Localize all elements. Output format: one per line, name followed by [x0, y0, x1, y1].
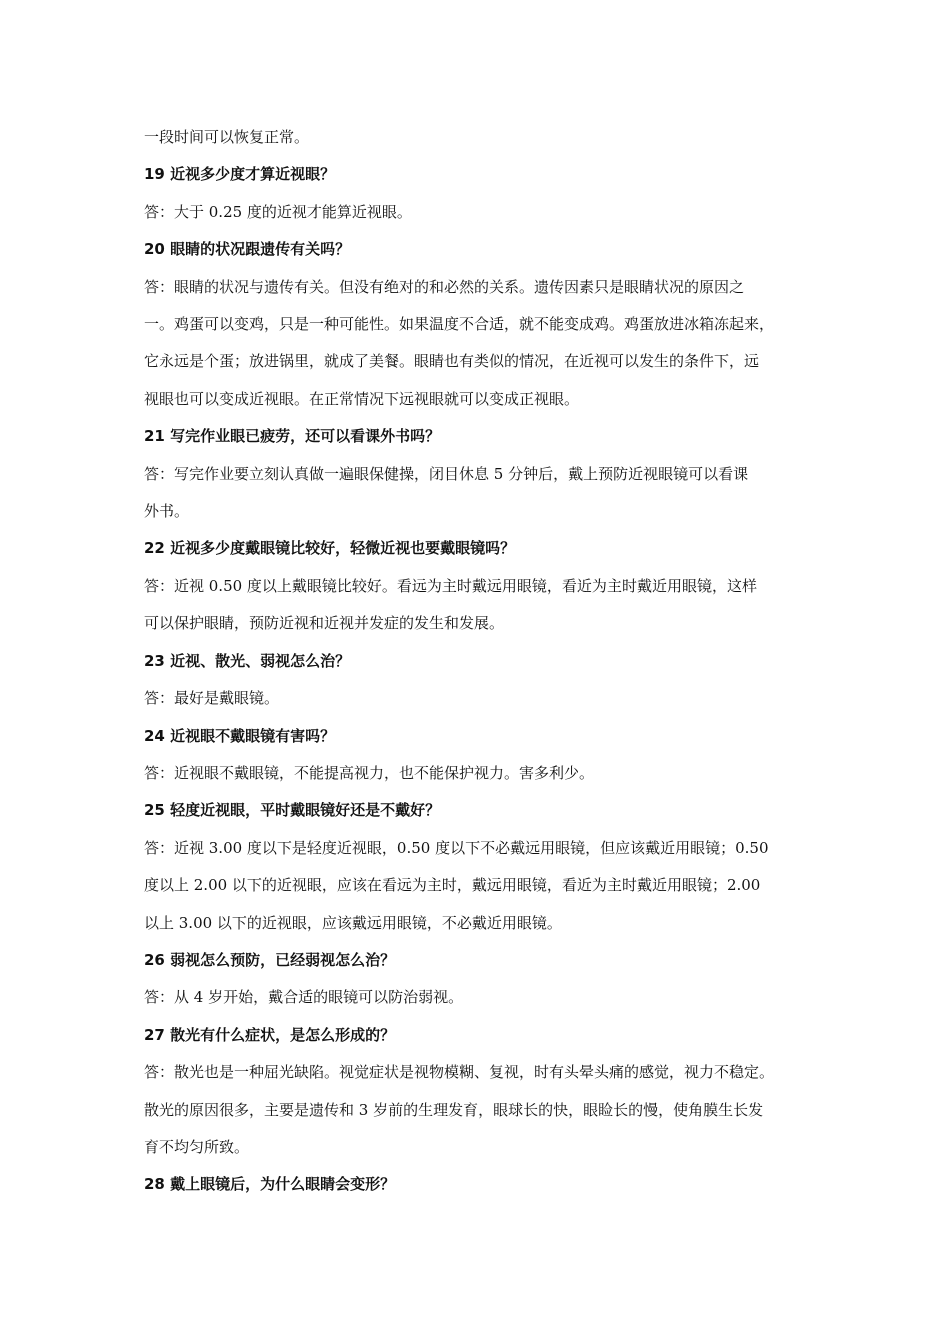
question-heading: 20 眼睛的状况跟遗传有关吗？	[144, 240, 351, 259]
answer-line: 答：散光也是一种屈光缺陷。视觉症状是视物模糊、复视，时有头晕头痛的感觉，视力不稳定。	[144, 1063, 775, 1082]
question-heading: 23 近视、散光、弱视怎么治？	[144, 651, 351, 670]
answer-line: 答：近视 3.00 度以下是轻度近视眼，0.50 度以下不必戴远用眼镜，但应该戴近用眼镜；0.50	[144, 838, 769, 857]
question-heading: 26 弱视怎么预防，已经弱视怎么治？	[144, 950, 396, 969]
answer-line: 外书。	[144, 502, 190, 521]
answer-line: 答：大于 0.25 度的近视才能算近视眼。	[144, 202, 412, 221]
answer-line: 它永远是个蛋；放进锅里，就成了美餐。眼睛也有类似的情况，在近视可以发生的条件下，远	[144, 352, 760, 371]
question-heading: 22 近视多少度戴眼镜比较好，轻微近视也要戴眼镜吗？	[144, 539, 516, 558]
question-heading: 19 近视多少度才算近视眼？	[144, 165, 336, 184]
answer-line: 答：从 4 岁开始，戴合适的眼镜可以防治弱视。	[144, 988, 464, 1007]
answer-line: 可以保护眼睛，预防近视和近视并发症的发生和发展。	[144, 614, 505, 633]
answer-line: 答：近视眼不戴眼镜，不能提高视力，也不能保护视力。害多利少。	[144, 763, 595, 782]
question-heading: 21 写完作业眼已疲劳，还可以看课外书吗？	[144, 427, 441, 446]
document-body	[144, 119, 808, 1204]
answer-line: 答：眼睛的状况与遗传有关。但没有绝对的和必然的关系。遗传因素只是眼睛状况的原因之	[144, 277, 745, 296]
question-heading: 27 散光有什么症状，是怎么形成的？	[144, 1025, 396, 1044]
answer-line: 视眼也可以变成近视眼。在正常情况下远视眼就可以变成正视眼。	[144, 389, 580, 408]
answer-line: 答：最好是戴眼镜。	[144, 689, 280, 708]
answer-line: 以上 3.00 以下的近视眼，应该戴远用眼镜，不必戴近用眼镜。	[144, 913, 562, 932]
answer-line: 一段时间可以恢复正常。	[144, 128, 310, 146]
answer-line: 育不均匀所致。	[144, 1137, 250, 1156]
question-heading: 28 戴上眼镜后，为什么眼睛会变形？	[144, 1175, 396, 1194]
answer-line: 一。鸡蛋可以变鸡，只是一种可能性。如果温度不合适，就不能变成鸡。鸡蛋放进冰箱冻起来，	[144, 315, 775, 334]
question-heading: 25 轻度近视眼，平时戴眼镜好还是不戴好？	[144, 801, 441, 820]
answer-line: 度以上 2.00 以下的近视眼，应该在看远为主时，戴远用眼镜，看近为主时戴近用眼镜；2.00	[144, 876, 761, 895]
question-heading: 24 近视眼不戴眼镜有害吗？	[144, 726, 336, 745]
answer-line: 答：写完作业要立刻认真做一遍眼保健操，闭目休息 5 分钟后，戴上预防近视眼镜可以看课	[144, 464, 749, 483]
answer-line: 答：近视 0.50 度以上戴眼镜比较好。看远为主时戴远用眼镜，看近为主时戴近用眼镜，这样	[144, 576, 757, 595]
answer-line: 散光的原因很多，主要是遗传和 3 岁前的生理发育，眼球长的快，眼睑长的慢，使角膜生长发	[144, 1100, 764, 1119]
